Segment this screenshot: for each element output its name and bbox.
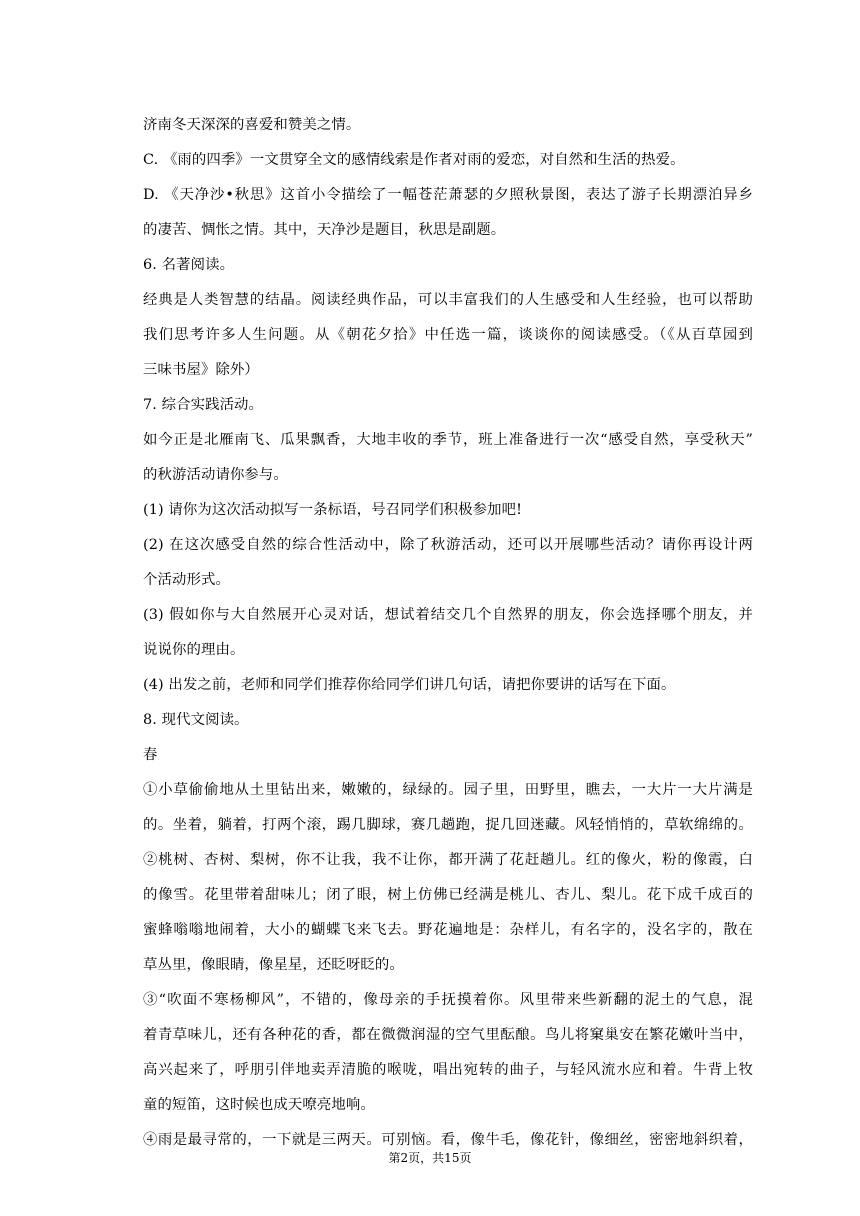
text-line: (2) 在这次感受自然的综合性活动中，除了秋游活动，还可以开展哪些活动？请你再设计两 [143, 537, 753, 553]
text-line: 童的短笛，这时候也成天嘹亮地响。 [143, 1097, 375, 1113]
text-line: (4) 出发之前，老师和同学们推荐你给同学们讲几句话，请把你要讲的话写在下面。 [143, 677, 676, 693]
text-line: ②桃树、杏树、梨树，你不让我，我不让你，都开满了花赶趟儿。红的像火，粉的像霞，白 [143, 852, 753, 868]
text-line: ③“吹面不寒杨柳风”，不错的，像母亲的手抚摸着你。风里带来些新翻的泥土的气息，混 [143, 992, 753, 1008]
text-line: 我们思考许多人生问题。从《朝花夕拾》中任选一篇，谈谈你的阅读感受。（《从百草园到 [143, 327, 753, 343]
text-line: 草丛里，像眼睛，像星星，还眨呀眨的。 [143, 957, 404, 973]
text-line: 6. 名著阅读。 [143, 257, 235, 273]
text-line: 7. 综合实践活动。 [143, 397, 264, 413]
text-line: 的秋游活动请你参与。 [143, 467, 288, 483]
text-line: ①小草偷偷地从土里钻出来，嫩嫩的，绿绿的。园子里，田野里，瞧去，一大片一大片满是 [143, 782, 753, 798]
text-line: C. 《雨的四季》一文贯穿全文的感情线索是作者对雨的爱恋，对自然和生活的热爱。 [143, 152, 685, 168]
text-line: 的像雪。花里带着甜味儿；闭了眼，树上仿佛已经满是桃儿、杏儿、梨儿。花下成千成百的 [143, 887, 753, 903]
text-line: 着青草味儿，还有各种花的香，都在微微润湿的空气里酝酿。鸟儿将窠巢安在繁花嫩叶当中， [143, 1027, 753, 1043]
text-line: ④雨是最寻常的，一下就是三两天。可别恼。看，像牛毛，像花针，像细丝，密密地斜织着， [143, 1132, 753, 1148]
text-line: 说说你的理由。 [143, 642, 245, 658]
text-line: (1) 请你为这次活动拟写一条标语，号召同学们积极参加吧! [143, 502, 523, 518]
text-line: 的。坐着，躺着，打两个滚，踢几脚球，赛几趟跑，捉几回迷藏。风轻悄悄的，草软绵绵的。 [143, 817, 753, 833]
text-line: 春 [143, 747, 158, 763]
text-line: 的凄苦、惆怅之情。其中，天净沙是题目，秋思是副题。 [143, 222, 506, 238]
text-line: 三味书屋》除外） [143, 362, 259, 378]
text-line: 个活动形式。 [143, 572, 230, 588]
text-line: 蜜蜂嗡嗡地闹着，大小的蝴蝶飞来飞去。野花遍地是：杂样儿，有名字的，没名字的，散在 [143, 922, 753, 938]
page-body [143, 108, 753, 1158]
page-footer: 第2页，共15页 [388, 1151, 472, 1165]
text-line: D. 《天净沙•秋思》这首小令描绘了一幅苍茫萧瑟的夕照秋景图，表达了游子长期漂泊异乡 [143, 187, 753, 203]
text-line: (3) 假如你与大自然展开心灵对话，想试着结交几个自然界的朋友，你会选择哪个朋友，并 [143, 607, 753, 623]
text-line: 如今正是北雁南飞、瓜果飘香，大地丰收的季节，班上准备进行一次“感受自然，享受秋天” [143, 432, 753, 448]
text-line: 8. 现代文阅读。 [143, 712, 249, 728]
text-line: 经典是人类智慧的结晶。阅读经典作品，可以丰富我们的人生感受和人生经验，也可以帮助 [143, 292, 753, 308]
text-line: 高兴起来了，呼朋引伴地卖弄清脆的喉咙，唱出宛转的曲子，与轻风流水应和着。牛背上牧 [143, 1062, 753, 1078]
text-line: 济南冬天深深的喜爱和赞美之情。 [143, 117, 361, 133]
